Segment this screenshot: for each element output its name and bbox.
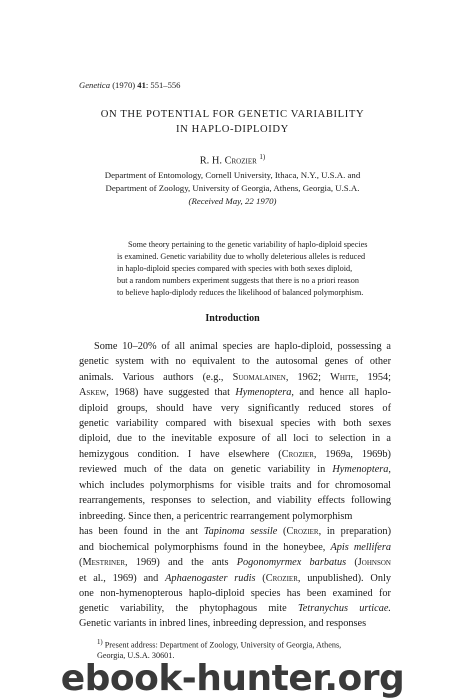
body-line: reviewed much of the data on genetic variability in Hymenoptera, bbox=[79, 464, 391, 475]
body-line: genetic variability, the phytophagous mite Tetranychus urticae. bbox=[79, 603, 391, 614]
section-heading: Introduction bbox=[205, 313, 260, 324]
body-line: which includes polymorphisms for visible traits and for chromosomal bbox=[79, 480, 391, 491]
body-line: hemizygous condition. I have elsewhere (Crozier, 1969a, 1969b) bbox=[79, 449, 391, 460]
affiliation-line-1: Department of Entomology, Cornell University, Ithaca, N.Y., U.S.A. and bbox=[104, 170, 361, 180]
abstract-line: is examined. Genetic variability due to wholly deleterious alleles is reduced bbox=[117, 252, 366, 261]
footnote-line-1: $^{1)}$ Present address: Department of Zoology, University of Georgia, Athens, bbox=[97, 639, 342, 650]
author-footnote-mark: 1) bbox=[259, 153, 266, 161]
journal-pages: : 551–556 bbox=[145, 80, 181, 90]
body-line: rearrangements, responses to selection, and viability effects following bbox=[79, 495, 391, 506]
footnote-line-2: Georgia, U.S.A. 30601. bbox=[97, 651, 175, 660]
body-line: Genetic variants in inbred lines, inbreeding depression, and responses bbox=[79, 618, 367, 629]
body-line: genetic variability compared with bisexual species with both sexes bbox=[79, 418, 391, 429]
author-name bbox=[0, 153, 465, 166]
body-line: diploid, due to the inevitable exposure of all loci to selection in a bbox=[79, 433, 391, 444]
body-line: (Mestriner, 1969) and the ants Pogonomyrmex barbatus (Johnson bbox=[79, 557, 391, 568]
journal-volume: 41 bbox=[137, 80, 146, 90]
body-line: one non-hymenopterous haplo-diploid species has been examined for bbox=[79, 588, 391, 599]
body-line: diploid groups, should have very significantly reduced stores of bbox=[79, 403, 391, 414]
body-line: has been found in the ant Tapinoma sessile (Crozier, in preparation) bbox=[79, 526, 391, 537]
journal-citation bbox=[79, 80, 180, 90]
author-surname: Crozier bbox=[224, 155, 257, 167]
received-date: (Received May, 22 1970) bbox=[188, 196, 277, 206]
paper-title-line-2: IN HAPLO-DIPLOIDY bbox=[176, 124, 289, 135]
author-initials: R. H. bbox=[199, 155, 222, 167]
body-line: animals. Various authors (e.g., Suomalainen, 1962; White, 1954; bbox=[79, 372, 391, 383]
journal-name: Genetica bbox=[79, 80, 111, 90]
body-line: and biochemical polymorphisms found in the honeybee, Apis mellifera bbox=[79, 542, 391, 553]
abstract-line: Some theory pertaining to the genetic variability of haplo-diploid species bbox=[128, 240, 368, 249]
watermark-text: ebook-hunter.org bbox=[60, 658, 405, 699]
abstract-line: to believe haplo-diplody reduces the likelihood of balanced polymorphism. bbox=[117, 288, 364, 297]
journal-year: (1970) bbox=[112, 80, 136, 90]
body-line: inbreeding. Since then, a pericentric rearrangement polymorphism bbox=[79, 511, 353, 522]
body-line: Askew, 1968) have suggested that Hymenoptera, and hence all haplo- bbox=[79, 387, 391, 398]
body-line: et al., 1969) and Aphaenogaster rudis (Crozier, unpublished). Only bbox=[79, 573, 391, 584]
abstract-line: in haplo-diploid species compared with species with both sexes diploid, bbox=[117, 264, 353, 273]
body-line: genetic system with no equivalent to the autosomal genes of other bbox=[79, 356, 391, 367]
body-line: Some 10–20% of all animal species are haplo-diploid, possessing a bbox=[94, 341, 391, 352]
paper-title-line-1: ON THE POTENTIAL FOR GENETIC VARIABILITY bbox=[100, 109, 365, 120]
abstract-line: but a random numbers experiment suggests that there is no a priori reason bbox=[117, 276, 359, 285]
affiliation-line-2: Department of Zoology, University of Georgia, Athens, Georgia, U.S.A. bbox=[105, 183, 360, 193]
